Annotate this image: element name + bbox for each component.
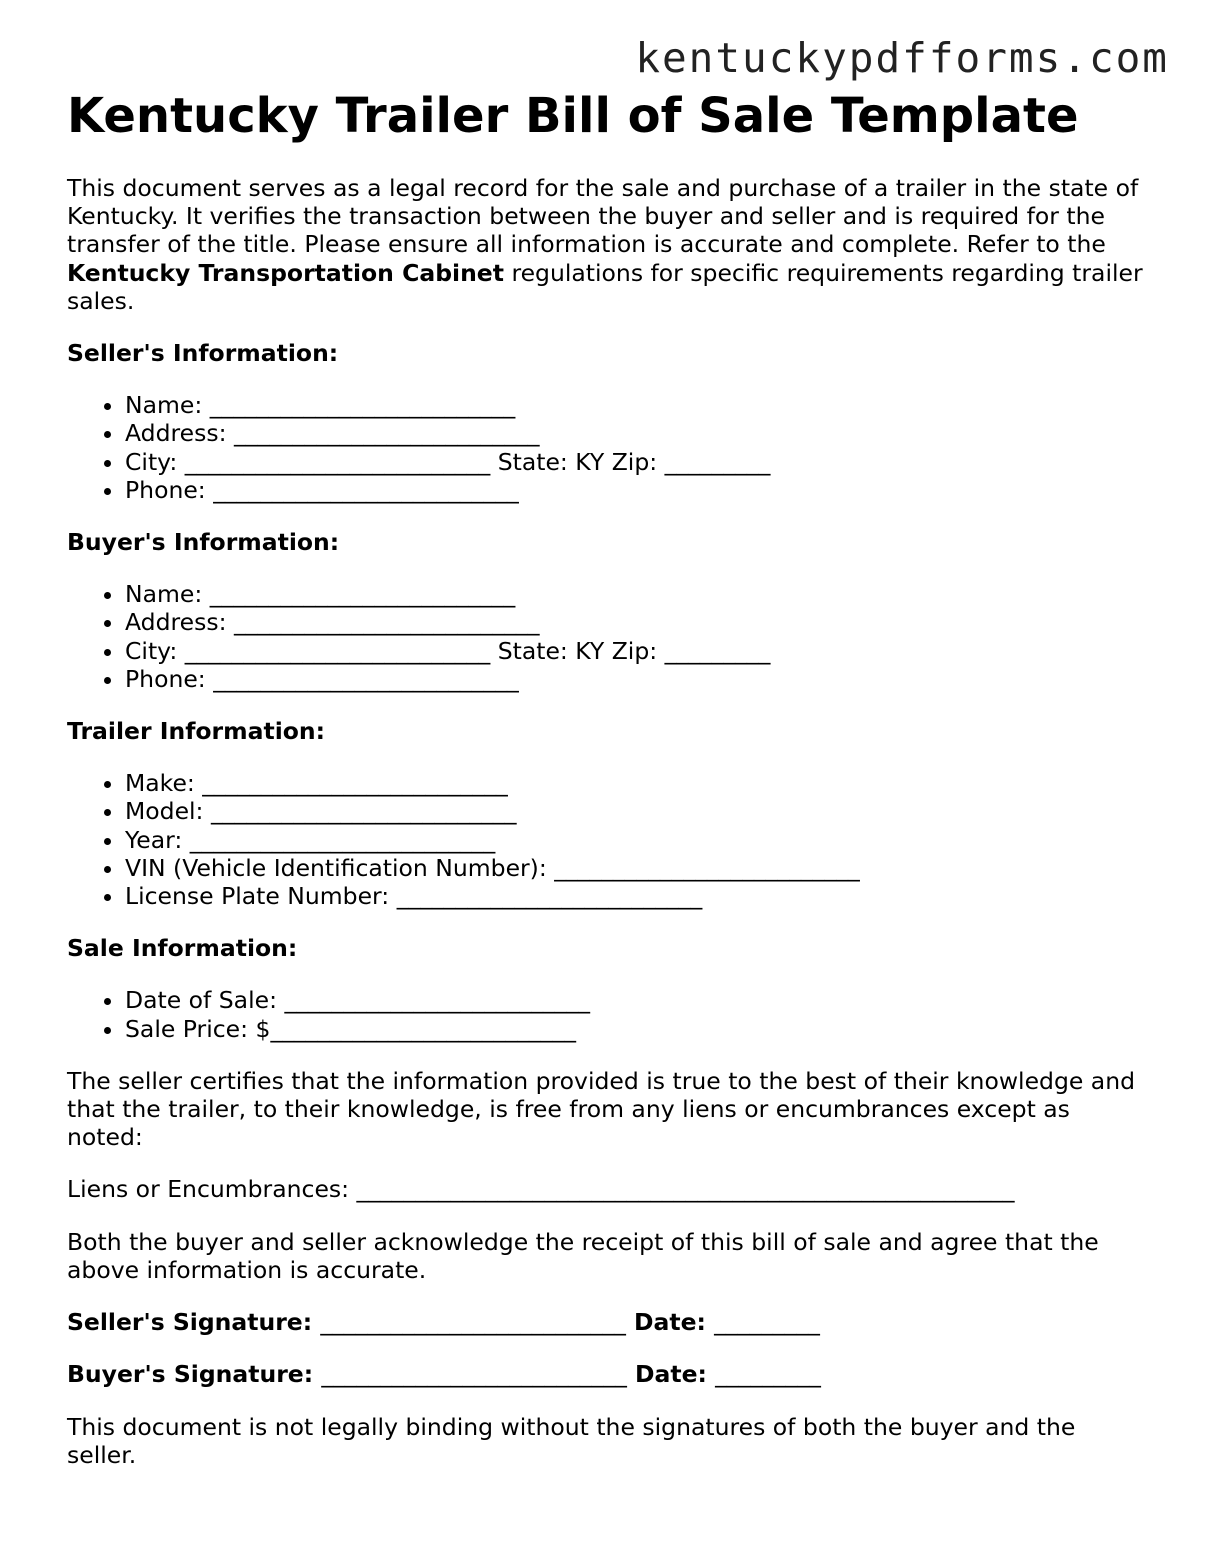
field-label: City: [125,636,185,665]
seller-name-field[interactable] [125,391,1147,419]
liens-blank[interactable]: ________________________________________________________ [356,1175,1015,1204]
field-label: VIN (Vehicle Identification Number): [125,853,555,882]
fill-blank[interactable]: __________________________ [189,825,496,854]
state-zip-label: State: KY Zip: [490,447,665,476]
buyer-name-field[interactable] [125,580,1147,608]
buyer-signature-line[interactable] [67,1360,1147,1388]
seller-info-heading: Seller's Information: [67,339,339,368]
bill-of-sale-document [67,88,1147,1469]
signature-label: Seller's Signature: [67,1308,321,1337]
signature-label: Buyer's Signature: [67,1360,322,1389]
fill-blank[interactable]: __________________________ [209,580,516,609]
field-label: Phone: [125,475,214,504]
state-zip-label: State: KY Zip: [490,636,665,665]
buyer-info-list [67,580,1147,693]
fill-blank[interactable]: __________________________ [270,1014,576,1043]
fill-blank[interactable]: __________________________ [233,608,540,637]
site-watermark: kentuckypdfforms.com [635,34,1169,82]
trailer-plate-field[interactable] [125,882,1147,910]
trailer-info-list [67,769,1147,910]
sale-price-field[interactable] [125,1015,1147,1043]
fill-blank[interactable]: __________________________ [210,797,517,826]
page-title: Kentucky Trailer Bill of Sale Template [67,88,1079,144]
fill-blank[interactable]: __________________________ [554,853,860,882]
buyer-city-field[interactable] [125,637,1147,665]
fill-blank[interactable]: __________________________ [209,391,516,420]
liens-field[interactable] [67,1175,1147,1203]
field-label: Date of Sale: [125,986,285,1015]
signature-blank[interactable]: __________________________ [320,1308,626,1337]
field-label: City: [125,447,185,476]
seller-info-list [67,391,1147,504]
trailer-make-field[interactable] [125,769,1147,797]
trailer-year-field[interactable] [125,826,1147,854]
intro-text-start: This document serves as a legal record for the sale and purchase of a trailer in the state of Kentucky. It verifies the transaction between the buyer and seller and is required for the transfer of the title. Please ensure all information is accurate and complete. Refer to the [67,174,1139,259]
signature-blank[interactable]: __________________________ [321,1360,627,1389]
field-label: Name: [125,580,210,609]
zip-blank[interactable]: _________ [664,447,771,476]
acknowledgement-paragraph: Both the buyer and seller acknowledge the receipt of this bill of sale and agree that the above information is accurate. [67,1227,1099,1284]
field-label: Sale Price: $ [125,1014,271,1043]
buyer-phone-field[interactable] [125,665,1147,693]
fill-blank[interactable]: __________________________ [213,664,519,693]
field-label: Phone: [125,664,214,693]
trailer-vin-field[interactable] [125,854,1147,882]
fill-blank[interactable]: __________________________ [284,986,590,1015]
intro-paragraph [67,174,1147,315]
field-label: Address: [125,608,234,637]
date-blank[interactable]: _________ [715,1360,821,1389]
date-label: Date: [625,1308,715,1337]
field-label: License Plate Number: [125,882,397,911]
field-label: Liens or Encumbrances: [67,1175,357,1204]
sale-info-heading: Sale Information: [67,934,298,963]
trailer-model-field[interactable] [125,797,1147,825]
sale-info-list [67,986,1147,1042]
intro-text-end: regulations for specific requirements regarding trailer sales. [67,258,1143,315]
fill-blank[interactable]: __________________________ [184,447,491,476]
field-label: Name: [125,391,210,420]
zip-blank[interactable]: _________ [664,636,771,665]
seller-city-field[interactable] [125,448,1147,476]
field-label: Model: [125,797,211,826]
fill-blank[interactable]: __________________________ [396,882,703,911]
fill-blank[interactable]: __________________________ [233,419,540,448]
field-label: Make: [125,769,203,798]
fill-blank[interactable]: __________________________ [202,769,508,798]
seller-signature-line[interactable] [67,1308,1147,1336]
fill-blank[interactable]: __________________________ [184,636,491,665]
sale-date-field[interactable] [125,986,1147,1014]
seller-phone-field[interactable] [125,476,1147,504]
field-label: Address: [125,419,234,448]
field-label: Year: [125,825,190,854]
seller-certification: The seller certifies that the information provided is true to the best of their knowledge and that the trailer, to their knowledge, is free from any liens or encumbrances except as noted: [67,1066,1135,1152]
legal-notice: This document is not legally binding without the signatures of both the buyer and the seller. [67,1412,1076,1469]
date-label: Date: [626,1360,716,1389]
intro-agency-name: Kentucky Transportation Cabinet [67,258,504,287]
seller-address-field[interactable] [125,419,1147,447]
trailer-info-heading: Trailer Information: [67,717,326,746]
fill-blank[interactable]: __________________________ [213,475,519,504]
buyer-info-heading: Buyer's Information: [67,528,340,557]
buyer-address-field[interactable] [125,608,1147,636]
date-blank[interactable]: _________ [714,1308,820,1337]
